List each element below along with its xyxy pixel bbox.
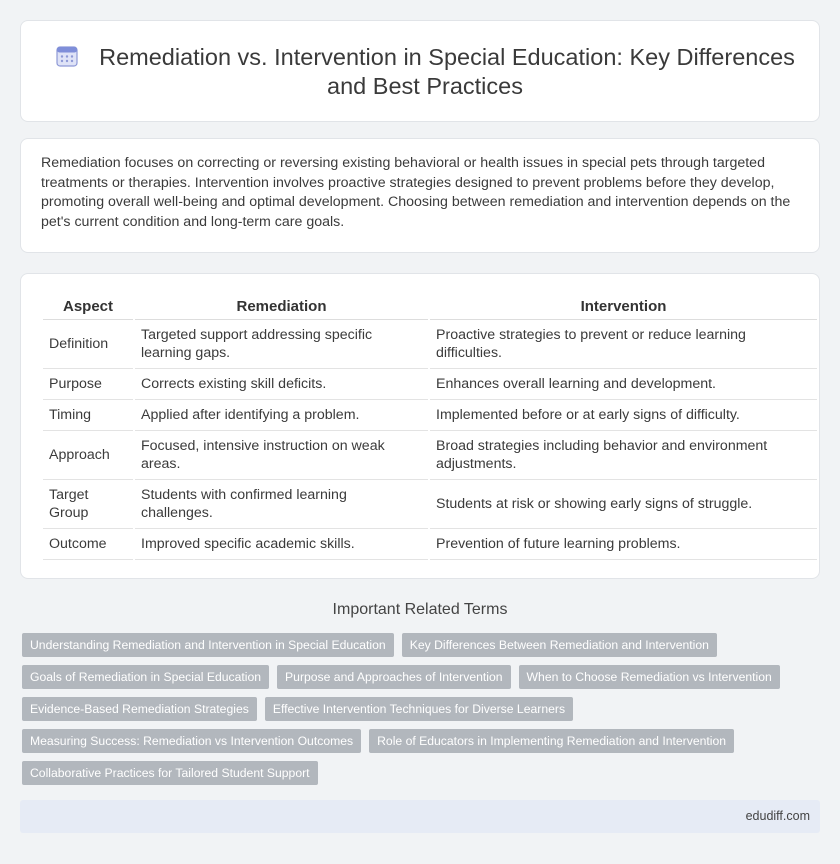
summary-card bbox=[20, 138, 820, 253]
table-cell-aspect: Purpose bbox=[43, 369, 133, 400]
table-cell: Targeted support addressing specific learning gaps. bbox=[135, 320, 428, 369]
table-cell-aspect: Definition bbox=[43, 320, 133, 369]
table-row bbox=[43, 320, 817, 369]
related-terms-list bbox=[22, 633, 802, 785]
table-row bbox=[43, 431, 817, 480]
related-term-link[interactable]: Role of Educators in Implementing Remediation and Intervention bbox=[369, 729, 734, 753]
table-row bbox=[43, 369, 817, 400]
column-header-remediation: Remediation bbox=[135, 294, 428, 320]
table-cell: Students with confirmed learning challenges. bbox=[135, 480, 428, 529]
table-cell-aspect: Timing bbox=[43, 400, 133, 431]
related-terms-title: Important Related Terms bbox=[332, 601, 508, 618]
table-cell: Corrects existing skill deficits. bbox=[135, 369, 428, 400]
related-term-link[interactable]: Evidence-Based Remediation Strategies bbox=[22, 697, 257, 721]
table-cell: Applied after identifying a problem. bbox=[135, 400, 428, 431]
related-term-link[interactable]: Key Differences Between Remediation and Intervention bbox=[402, 633, 717, 657]
page-title: Remediation vs. Intervention in Special Education: Key Differences and Best Practices bbox=[99, 44, 795, 99]
table-cell: Improved specific academic skills. bbox=[135, 529, 428, 560]
table-cell: Prevention of future learning problems. bbox=[430, 529, 817, 560]
table-cell-aspect: Outcome bbox=[43, 529, 133, 560]
table-row bbox=[43, 480, 817, 529]
column-header-intervention: Intervention bbox=[430, 294, 817, 320]
table-cell: Enhances overall learning and development. bbox=[430, 369, 817, 400]
column-header-aspect: Aspect bbox=[43, 294, 133, 320]
table-cell: Implemented before or at early signs of difficulty. bbox=[430, 400, 817, 431]
header-card bbox=[20, 20, 820, 122]
related-term-link[interactable]: Understanding Remediation and Intervention in Special Education bbox=[22, 633, 394, 657]
table-cell: Broad strategies including behavior and environment adjustments. bbox=[430, 431, 817, 480]
table-cell-aspect: Target Group bbox=[43, 480, 133, 529]
comparison-table bbox=[41, 294, 819, 560]
related-term-link[interactable]: Purpose and Approaches of Intervention bbox=[277, 665, 511, 689]
table-cell: Proactive strategies to prevent or reduce learning difficulties. bbox=[430, 320, 817, 369]
related-term-link[interactable]: Goals of Remediation in Special Education bbox=[22, 665, 269, 689]
summary-text: Remediation focuses on correcting or reversing existing behavioral or health issues in special pets through targeted treatments or therapies. Intervention involves proactive strategies designed to prevent problems before they develop, promoting overall well-being and optimal development. Choosing between remediation and intervention depends on the pet's current condition and long-term care goals. bbox=[41, 155, 791, 230]
footer-site-link[interactable]: edudiff.com bbox=[745, 809, 810, 823]
related-term-link[interactable]: When to Choose Remediation vs Intervention bbox=[519, 665, 780, 689]
table-row bbox=[43, 400, 817, 431]
table-row bbox=[43, 529, 817, 560]
table-header-row bbox=[43, 294, 817, 320]
table-cell: Students at risk or showing early signs of struggle. bbox=[430, 480, 817, 529]
related-term-link[interactable]: Collaborative Practices for Tailored Student Support bbox=[22, 761, 318, 785]
related-term-link[interactable]: Measuring Success: Remediation vs Intervention Outcomes bbox=[22, 729, 361, 753]
footer bbox=[20, 800, 820, 833]
page-title-wrap bbox=[51, 43, 799, 101]
calendar-icon bbox=[55, 44, 79, 68]
related-term-link[interactable]: Effective Intervention Techniques for Diverse Learners bbox=[265, 697, 573, 721]
comparison-table-card bbox=[20, 273, 820, 579]
table-cell-aspect: Approach bbox=[43, 431, 133, 480]
table-cell: Focused, intensive instruction on weak areas. bbox=[135, 431, 428, 480]
